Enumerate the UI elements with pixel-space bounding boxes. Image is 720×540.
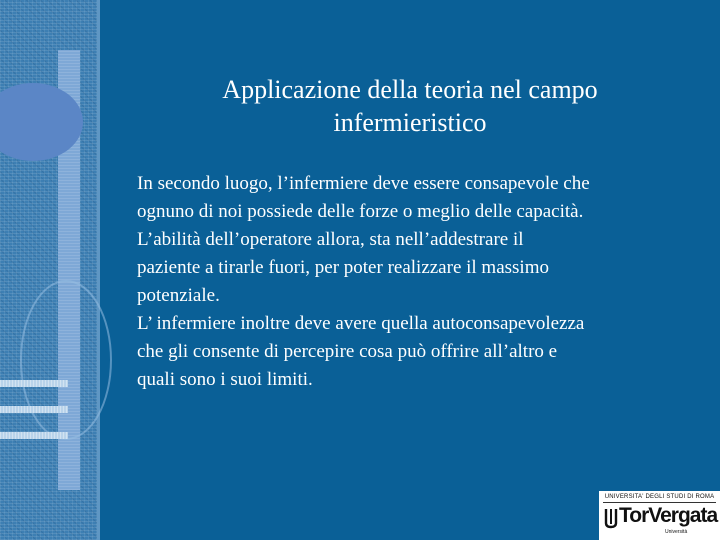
decorative-stripe (0, 406, 68, 413)
slide-title-line-2: infermieristico (333, 108, 487, 138)
band-edge-line (97, 0, 100, 540)
university-logo (599, 491, 720, 540)
slide-title (150, 73, 670, 139)
decorative-side-band (0, 0, 100, 540)
decorative-stripe (0, 380, 68, 387)
slide-body (137, 170, 717, 394)
body-paragraph-1: In secondo luogo, l’infermiere deve essere consapevole che ognuno di noi possiede delle forze o meglio delle capacità. L’abilità dell’operatore allora, sta nell’addestrare il paziente a tirarle fuori, per poter realizzare il massimo potenziale. (137, 173, 590, 306)
decorative-ring (20, 280, 112, 440)
decorative-stripe (0, 432, 68, 439)
logo-name: TorVergata (619, 504, 718, 527)
logo-subtext: Università (665, 529, 688, 535)
body-paragraph-2: L’ infermiere inoltre deve avere quella autoconsapevolezza che gli consente di percepire cosa può offrire all’altro e quali sono i suoi limiti. (137, 313, 585, 390)
logo-university-text: UNIVERSITA' DEGLI STUDI DI ROMA (604, 494, 715, 500)
slide-title-line-1: Applicazione della teoria nel campo (222, 75, 598, 105)
logo-mark-icon (604, 507, 618, 529)
